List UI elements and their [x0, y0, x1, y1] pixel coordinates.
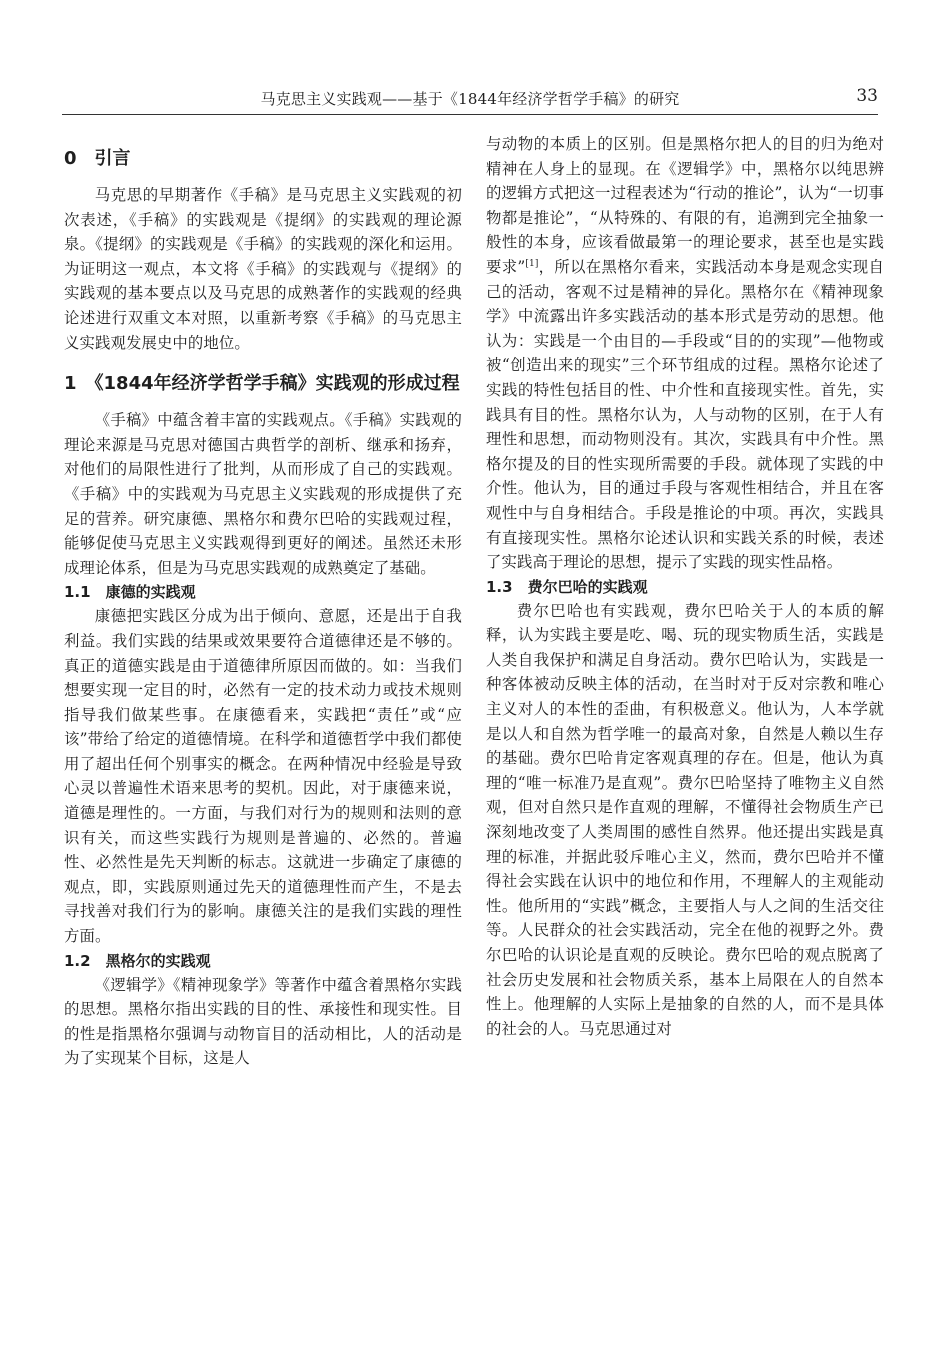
intro-paragraph: 马克思的早期著作《手稿》是马克思主义实践观的初次表述，《手稿》的实践观是《提纲》的实践观的理论源泉。《提纲》的实践观是《手稿》的实践观的深化和运用。为证明这一观点，本文将《手稿》的实践观与《提纲》的实践观的基本要点以及马克思的成熟著作的实践观的经典论述进行双重文本对照，以重新考察《手稿》的马克思主义实践观发展史中的地位。: [64, 186, 462, 352]
kant-paragraph: 康德把实践区分成为出于倾向、意愿，还是出于自我利益。我们实践的结果或效果要符合道德律还是不够的。真正的道德实践是由于道德律所原因而做的。如：当我们想要实现一定目的时，必然有一定的技术动力或技术规则指导我们做某些事。在康德看来，实践把“责任”或“应该”带给了给定的道德情境。在科学和道德哲学中我们都使用了超出任何个别事实的概念。在两种情况中经验是导致心灵以普遍性术语来思考的契机。因此，对于康德来说，道德是理性的。一方面，与我们对行为的规则和法则的意识有关，而这些实践行为规则是普遍的、必然的。普遍性、必然性是先天判断的标志。这就进一步确定了康德的观点，即，实践原则通过先天的道德理性而产生，不是去寻找善对我们行为的影响。康德关注的是我们实践的理性方面。: [64, 607, 462, 946]
page-number: 33: [856, 86, 878, 106]
left-column: [64, 132, 462, 1071]
hegel-paragraph-continued: [486, 132, 884, 575]
subheading-feuerbach: 1.3 费尔巴哈的实践观: [486, 577, 648, 596]
running-header: [62, 84, 878, 115]
right-column: [486, 132, 884, 1041]
section-heading-intro: 0 引言: [64, 148, 131, 169]
hegel-text-a: 与动物的本质上的区别。但是黑格尔把人的目的归为绝对精神在人身上的显现。在《逻辑学》中，黑格尔以纯思辨的逻辑方式把这一过程表述为“行动的推论”，认为“一切事物都是推论”，“从特殊的、有限的有，追溯到完全抽象一般性的本身，应该看做最第一的理论要求，甚至也是实践要求”: [486, 135, 884, 276]
section1-paragraph: 《手稿》中蕴含着丰富的实践观点。《手稿》实践观的理论来源是马克思对德国古典哲学的剖析、继承和扬弃，对他们的局限性进行了批判，从而形成了自己的实践观。《手稿》中的实践观为马克思主义实践观的形成提供了充足的营养。研究康德、黑格尔和费尔巴哈的实践观过程，能够促使马克思主义实践观得到更好的阐述。虽然还未形成理论体系，但是为马克思实践观的成熟奠定了基础。: [64, 411, 462, 577]
hegel-text-b: ，所以在黑格尔看来，实践活动本身是观念实现自己的活动，客观不过是精神的异化。黑格尔在《精神现象学》中流露出许多实践活动的基本形式是劳动的思想。他认为：实践是一个由目的—手段或“目的的实现”—他物或被“创造出来的现实”三个环节组成的过程。黑格尔论述了实践的特性包括目的性、中介性和直接现实性。首先，实践具有目的性。黑格尔认为，人与动物的区别，在于人有理性和思想，而动物则没有。其次，实践具有中介性。黑格尔提及的目的性实现所需要的手段。就体现了实践的中介性。他认为，目的通过手段与客观性相结合，并且在客观性中与自身相结合。手段是推论的中项。再次，实践具有直接现实性。黑格尔论述认识和实践关系的时候，表述了实践高于理论的思想，提示了实践的现实性品格。: [486, 257, 885, 572]
running-title: 马克思主义实践观——基于《1844年经济学哲学手稿》的研究: [260, 90, 680, 108]
subheading-hegel: 1.2 黑格尔的实践观: [64, 951, 211, 970]
section-heading-formation: 1 《1844年经济学哲学手稿》实践观的形成过程: [64, 373, 460, 395]
feuerbach-paragraph: 费尔巴哈也有实践观，费尔巴哈关于人的本质的解释，认为实践主要是吃、喝、玩的现实物质生活，实践是人类自我保护和满足自身活动。费尔巴哈认为，实践是一种客体被动反映主体的活动，在当时对于反对宗教和唯心主义对人的本性的歪曲，有积极意义。他认为，人本学就是以人和自然为哲学唯一的最高对象，自然是人赖以生存的基础。费尔巴哈肯定客观真理的存在。但是，他认为真理的“唯一标准乃是直观”。费尔巴哈坚持了唯物主义自然观，但对自然只是作直观的理解，不懂得社会物质生产已深刻地改变了人类周围的感性自然界。他还提出实践是真理的标准，并据此驳斥唯心主义，然而，费尔巴哈并不懂得社会实践在认识中的地位和作用，不理解人的主观能动性。他所用的“实践”概念，主要指人与人之间的生活交往等。人民群众的社会实践活动，完全在他的视野之外。费尔巴哈的认识论是直观的反映论。费尔巴哈的观点脱离了社会历史发展和社会物质关系，基本上局限在人的自然本性上。他理解的人实际上是抽象的自然的人，而不是具体的社会的人。马克思通过对: [486, 601, 884, 1038]
subheading-kant: 1.1 康德的实践观: [64, 583, 196, 602]
hegel-paragraph-start: 《逻辑学》《精神现象学》等著作中蕴含着黑格尔实践的思想。黑格尔指出实践的目的性、承接性和现实性。目的性是指黑格尔强调与动物盲目的活动相比，人的活动是为了实现某个目标，这是人: [64, 975, 462, 1068]
citation-ref: [1]: [525, 258, 539, 269]
